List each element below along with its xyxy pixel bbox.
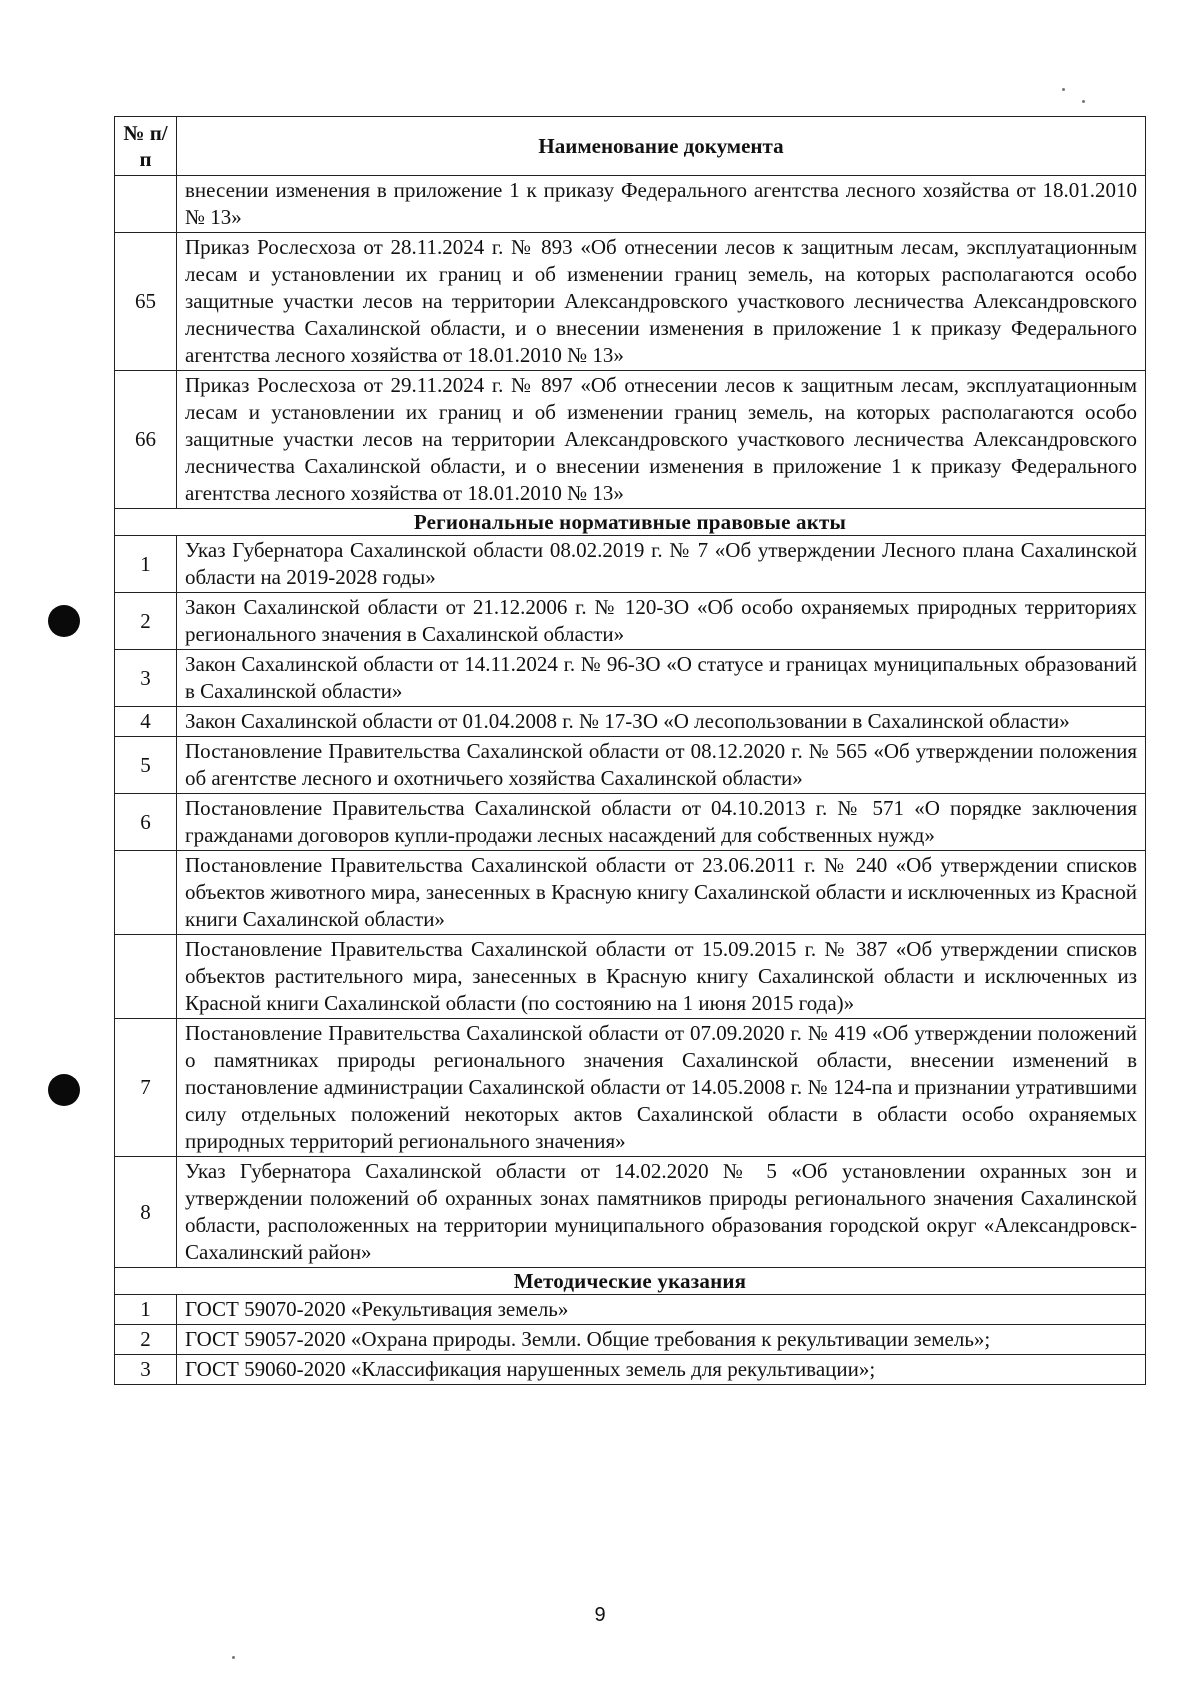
section-row (115, 1268, 1146, 1295)
table-row (115, 1295, 1146, 1325)
row-number: 1 (115, 536, 177, 593)
document-title: Закон Сахалинской области от 01.04.2008 г. № 17-ЗО «О лесопользовании в Сахалинской области» (177, 707, 1146, 737)
punch-hole (48, 1074, 80, 1106)
document-title: Указ Губернатора Сахалинской области от 14.02.2020 № 5 «Об установлении охранных зон и утверждении положений об охранных зонах памятников природы регионального значения Сахалинской области, расположенных на территории муниципального образования городской округ «Александровск-Сахалинский район» (177, 1157, 1146, 1268)
table-row (115, 176, 1146, 233)
document-title: Приказ Рослесхоза от 29.11.2024 г. № 897 «Об отнесении лесов к защитным лесам, эксплуатационным лесам и установлении их границ и об изменении границ земель, на которых располагаются особо защитные участки лесов на территории Александровского участкового лесничества Александровского лесничества Сахалинской области, и о внесении изменения в приложение 1 к приказу Федерального агентства лесного хозяйства от 18.01.2010 № 13» (177, 371, 1146, 509)
row-number (115, 935, 177, 1019)
table-row (115, 707, 1146, 737)
document-title: Закон Сахалинской области от 21.12.2006 г. № 120-ЗО «Об особо охраняемых природных территориях регионального значения в Сахалинской области» (177, 593, 1146, 650)
row-number: 65 (115, 233, 177, 371)
section-row (115, 509, 1146, 536)
row-number: 7 (115, 1019, 177, 1157)
row-number: 4 (115, 707, 177, 737)
document-title: Приказ Рослесхоза от 28.11.2024 г. № 893 «Об отнесении лесов к защитным лесам, эксплуатационным лесам и установлении их границ и об изменении границ земель, на которых располагаются особо защитные участки лесов на территории Александровского участкового лесничества Александровского лесничества Сахалинской области, и о внесении изменения в приложение 1 к приказу Федерального агентства лесного хозяйства от 18.01.2010 № 13» (177, 233, 1146, 371)
scan-speck (1082, 100, 1085, 103)
header-number: № п/п (115, 117, 177, 176)
document-title: Закон Сахалинской области от 14.11.2024 г. № 96-ЗО «О статусе и границах муниципальных образований в Сахалинской области» (177, 650, 1146, 707)
scan-speck (232, 1656, 235, 1659)
table-row (115, 650, 1146, 707)
table-row (115, 1157, 1146, 1268)
table-row (115, 794, 1146, 851)
row-number: 5 (115, 737, 177, 794)
document-title: Постановление Правительства Сахалинской области от 15.09.2015 г. № 387 «Об утверждении списков объектов растительного мира, занесенных в Красную книгу Сахалинской области и исключенных из Красной книги Сахалинской области (по состоянию на 1 июня 2015 года)» (177, 935, 1146, 1019)
document-title: внесении изменения в приложение 1 к приказу Федерального агентства лесного хозяйства от 18.01.2010 № 13» (177, 176, 1146, 233)
table-row (115, 737, 1146, 794)
row-number: 2 (115, 1325, 177, 1355)
table-row (115, 1325, 1146, 1355)
row-number: 3 (115, 650, 177, 707)
page-number: 9 (594, 1604, 606, 1626)
table-row (115, 593, 1146, 650)
row-number: 2 (115, 593, 177, 650)
document-title: ГОСТ 59057-2020 «Охрана природы. Земли. Общие требования к рекультивации земель»; (177, 1325, 1146, 1355)
section-title: Методические указания (115, 1268, 1146, 1295)
section-title: Региональные нормативные правовые акты (115, 509, 1146, 536)
table-row (115, 1355, 1146, 1385)
document-title: ГОСТ 59060-2020 «Классификация нарушенных земель для рекультивации»; (177, 1355, 1146, 1385)
row-number: 6 (115, 794, 177, 851)
document-title: Постановление Правительства Сахалинской области от 23.06.2011 г. № 240 «Об утверждении списков объектов животного мира, занесенных в Красную книгу Сахалинской области и исключенных из Красной книги Сахалинской области» (177, 851, 1146, 935)
documents-table (114, 116, 1146, 1385)
row-number (115, 851, 177, 935)
table-body (115, 176, 1146, 1385)
row-number (115, 176, 177, 233)
document-title: Постановление Правительства Сахалинской области от 07.09.2020 г. № 419 «Об утверждении положений о памятниках природы регионального значения Сахалинской области, внесении изменений в постановление администрации Сахалинской области от 14.05.2008 г. № 124-па и признании утратившими силу отдельных положений некоторых актов Сахалинской области в области особо охраняемых природных территорий регионального значения» (177, 1019, 1146, 1157)
row-number: 66 (115, 371, 177, 509)
row-number: 3 (115, 1355, 177, 1385)
row-number: 1 (115, 1295, 177, 1325)
table-header-row (115, 117, 1146, 176)
table-row (115, 935, 1146, 1019)
table-row (115, 371, 1146, 509)
document-title: Постановление Правительства Сахалинской области от 04.10.2013 г. № 571 «О порядке заключения гражданами договоров купли-продажи лесных насаждений для собственных нужд» (177, 794, 1146, 851)
table-row (115, 1019, 1146, 1157)
document-title: Постановление Правительства Сахалинской области от 08.12.2020 г. № 565 «Об утверждении положения об агентстве лесного и охотничьего хозяйства Сахалинской области» (177, 737, 1146, 794)
row-number: 8 (115, 1157, 177, 1268)
table-row (115, 536, 1146, 593)
punch-hole (48, 605, 80, 637)
document-title: ГОСТ 59070-2020 «Рекультивация земель» (177, 1295, 1146, 1325)
table-row (115, 851, 1146, 935)
table-row (115, 233, 1146, 371)
header-document-name: Наименование документа (177, 117, 1146, 176)
scan-speck (1062, 88, 1065, 91)
document-title: Указ Губернатора Сахалинской области 08.02.2019 г. № 7 «Об утверждении Лесного плана Сахалинской области на 2019-2028 годы» (177, 536, 1146, 593)
